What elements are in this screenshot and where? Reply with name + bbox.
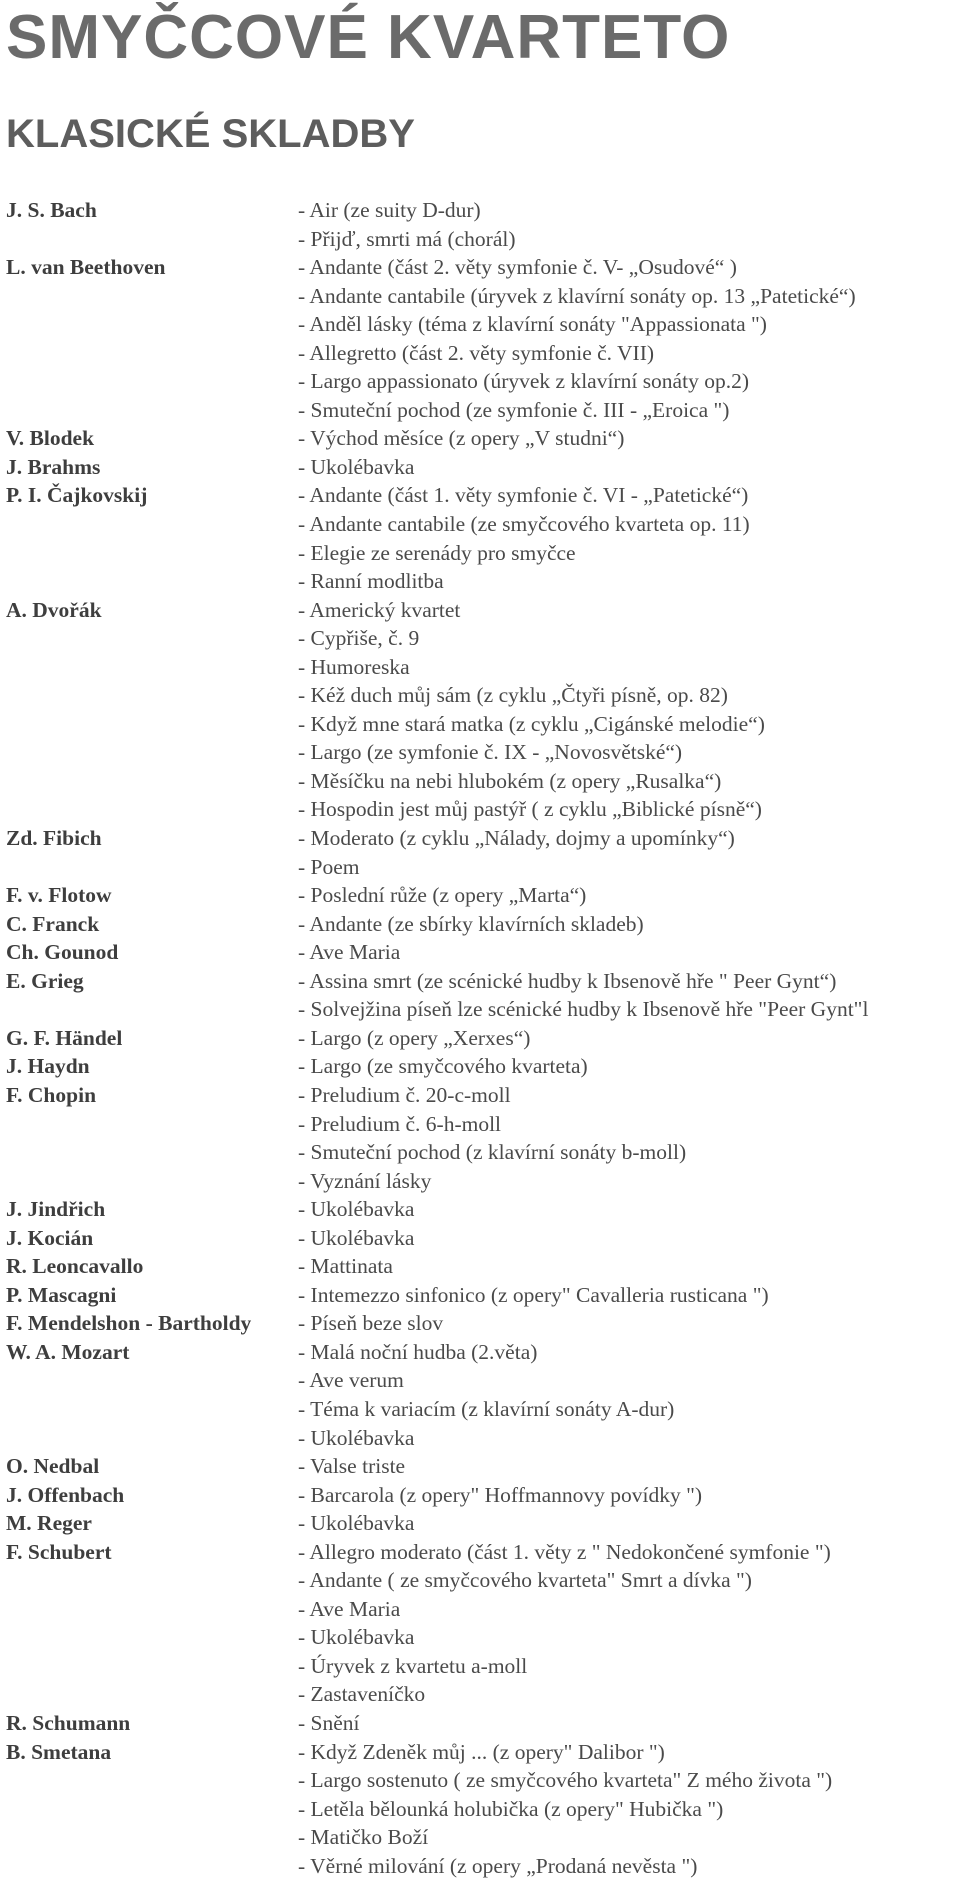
list-item	[6, 1709, 956, 1738]
list-item	[6, 1309, 956, 1338]
piece-title: - Když Zdeněk můj ... (z opery" Dalibor ")	[298, 1739, 665, 1764]
composer-name: O. Nedbal	[6, 1454, 100, 1479]
piece-title: - Andante (ze sbírky klavírních skladeb)	[298, 911, 644, 936]
composer-name: M. Reger	[6, 1511, 92, 1536]
piece-title: - Andante (část 1. věty symfonie č. VI - „Patetické“)	[298, 483, 749, 508]
composer-name: J. Brahms	[6, 454, 101, 479]
piece-title: - Ave Maria	[298, 1596, 401, 1621]
piece-title: - Andante cantabile (ze smyčcového kvarteta op. 11)	[298, 512, 750, 537]
piece-title: - Elegie ze serenády pro smyčce	[298, 540, 576, 565]
piece-title: - Smuteční pochod (z klavírní sonáty b-moll)	[298, 1140, 687, 1165]
piece-title: - Malá noční hudba (2.věta)	[298, 1339, 538, 1364]
list-item	[6, 596, 956, 625]
list-item	[6, 396, 956, 425]
list-item	[6, 1481, 956, 1510]
list-item	[6, 738, 956, 767]
list-item	[6, 938, 956, 967]
piece-title: - Ave verum	[298, 1368, 404, 1393]
piece-title: - Andante ( ze smyčcového kvarteta" Smrt a dívka ")	[298, 1568, 752, 1593]
list-item	[6, 196, 956, 225]
piece-title: - Věrné milování (z opery „Prodaná nevěsta ")	[298, 1853, 698, 1878]
piece-title: - Hospodin jest můj pastýř ( z cyklu „Biblické písně“)	[298, 797, 762, 822]
piece-title: - Preludium č. 6-h-moll	[298, 1111, 502, 1136]
composer-name: R. Leoncavallo	[6, 1254, 144, 1279]
list-item	[6, 1424, 956, 1453]
list-item	[6, 567, 956, 596]
list-item	[6, 1366, 956, 1395]
composer-name: F. v. Flotow	[6, 883, 112, 908]
composer-name: F. Mendelshon - Bartholdy	[6, 1311, 252, 1336]
list-item	[6, 767, 956, 796]
composer-name: C. Franck	[6, 911, 100, 936]
list-item	[6, 967, 956, 996]
composer-name: A. Dvořák	[6, 597, 102, 622]
piece-title: - Snění	[298, 1710, 360, 1735]
piece-title: - Largo (ze symfonie č. IX - „Novosvětské“)	[298, 740, 683, 765]
piece-title: - Americký kvartet	[298, 597, 461, 622]
piece-title: - Solvejžina píseň lze scénické hudby k Ibsenově hře "Peer Gynt"l	[298, 997, 869, 1022]
piece-title: - Ukolébavka	[298, 1625, 415, 1650]
piece-title: - Východ měsíce (z opery „V studni“)	[298, 426, 625, 451]
list-item	[6, 1652, 956, 1681]
list-item	[6, 681, 956, 710]
list-item	[6, 1738, 956, 1767]
list-item	[6, 1195, 956, 1224]
piece-title: - Air (ze suity D-dur)	[298, 198, 481, 222]
list-item	[6, 1081, 956, 1110]
list-item	[6, 881, 956, 910]
composer-name: J. Offenbach	[6, 1482, 125, 1507]
piece-title: - Píseň beze slov	[298, 1311, 444, 1336]
list-item	[6, 424, 956, 453]
composer-name: B. Smetana	[6, 1739, 112, 1764]
piece-title: - Ukolébavka	[298, 1425, 415, 1450]
piece-title: - Téma k variacím (z klavírní sonáty A-dur)	[298, 1396, 675, 1421]
list-item	[6, 1766, 956, 1795]
list-item	[6, 995, 956, 1024]
piece-title: - Cypřiše, č. 9	[298, 626, 420, 651]
list-item	[6, 1024, 956, 1053]
composer-name: J. S. Bach	[6, 198, 97, 222]
piece-title: - Ukolébavka	[298, 1511, 415, 1536]
piece-title: - Largo (ze smyčcového kvarteta)	[298, 1054, 588, 1079]
list-item	[6, 1395, 956, 1424]
piece-title: - Vyznání lásky	[298, 1168, 432, 1193]
list-item	[6, 1795, 956, 1824]
list-item	[6, 539, 956, 568]
piece-title: - Ukolébavka	[298, 1197, 415, 1222]
list-item	[6, 1823, 956, 1852]
piece-title: - Když mne stará matka (z cyklu „Cigánské melodie“)	[298, 711, 765, 736]
piece-title: - Allegretto (část 2. věty symfonie č. VII)	[298, 340, 655, 365]
list-item	[6, 710, 956, 739]
piece-title: - Matičko Boží	[298, 1825, 429, 1850]
composer-name: E. Grieg	[6, 968, 84, 993]
piece-title: - Andante cantabile (úryvek z klavírní sonáty op. 13 „Patetické“)	[298, 283, 856, 308]
piece-title: - Ukolébavka	[298, 1225, 415, 1250]
composer-name: G. F. Händel	[6, 1025, 123, 1050]
composer-name: L. van Beethoven	[6, 255, 166, 280]
composer-name: R. Schumann	[6, 1710, 131, 1735]
piece-title: - Preludium č. 20-c-moll	[298, 1082, 511, 1107]
list-item	[6, 653, 956, 682]
composer-name: F. Chopin	[6, 1082, 97, 1107]
piece-title: - Zastaveníčko	[298, 1682, 426, 1707]
list-item	[6, 510, 956, 539]
piece-title: - Poslední růže (z opery „Marta“)	[298, 883, 587, 908]
composer-name: W. A. Mozart	[6, 1339, 130, 1364]
piece-title: - Kéž duch můj sám (z cyklu „Čtyři písně, op. 82)	[298, 683, 728, 708]
composer-name: F. Schubert	[6, 1539, 112, 1564]
piece-title: - Humoreska	[298, 654, 410, 679]
piece-title: - Assina smrt (ze scénické hudby k Ibsenově hře " Peer Gynt“)	[298, 968, 837, 993]
piece-title: - Largo appassionato (úryvek z klavírní sonáty op.2)	[298, 369, 749, 394]
list-item	[6, 1110, 956, 1139]
list-item	[6, 1566, 956, 1595]
list-item	[6, 1538, 956, 1567]
list-item	[6, 624, 956, 653]
list-item	[6, 1452, 956, 1481]
list-item	[6, 853, 956, 882]
piece-title: - Intemezzo sinfonico (z opery" Cavalleria rusticana ")	[298, 1282, 769, 1307]
list-item	[6, 824, 956, 853]
composer-name: Zd. Fibich	[6, 826, 102, 851]
list-item	[6, 1852, 956, 1881]
piece-title: - Valse triste	[298, 1454, 406, 1479]
list-item	[6, 1595, 956, 1624]
list-item	[6, 225, 956, 254]
composer-name: J. Jindřich	[6, 1197, 106, 1222]
composer-name: Ch. Gounod	[6, 940, 119, 965]
list-item	[6, 453, 956, 482]
piece-title: - Barcarola (z opery" Hoffmannovy povídky ")	[298, 1482, 703, 1507]
list-item	[6, 1224, 956, 1253]
list-item	[6, 795, 956, 824]
piece-title: - Largo (z opery „Xerxes“)	[298, 1025, 531, 1050]
section-title: KLASICKÉ SKLADBY	[6, 112, 415, 156]
piece-title: - Andante (část 2. věty symfonie č. V- „Osudové“ )	[298, 255, 737, 280]
list-item	[6, 1281, 956, 1310]
list-item	[6, 1509, 956, 1538]
piece-title: - Letěla bělounká holubička (z opery" Hubička ")	[298, 1796, 724, 1821]
list-item	[6, 1338, 956, 1367]
composer-name: V. Blodek	[6, 426, 95, 451]
piece-title: - Moderato (z cyklu „Nálady, dojmy a upomínky“)	[298, 826, 735, 851]
repertoire-list	[6, 196, 956, 1880]
list-item	[6, 1623, 956, 1652]
piece-title: - Ave Maria	[298, 940, 401, 965]
list-item	[6, 481, 956, 510]
list-item	[6, 1167, 956, 1196]
list-item	[6, 367, 956, 396]
list-item	[6, 339, 956, 368]
piece-title: - Ranní modlitba	[298, 569, 444, 594]
composer-name: P. Mascagni	[6, 1282, 117, 1307]
piece-title: - Mattinata	[298, 1254, 393, 1279]
piece-title: - Poem	[298, 854, 360, 879]
piece-title: - Allegro moderato (část 1. věty z " Nedokončené symfonie ")	[298, 1539, 831, 1564]
list-item	[6, 310, 956, 339]
composer-name: J. Kocián	[6, 1225, 94, 1250]
piece-title: - Přijď, smrti má (chorál)	[298, 226, 516, 251]
list-item	[6, 910, 956, 939]
composer-name: P. I. Čajkovskij	[6, 483, 148, 508]
list-item	[6, 282, 956, 311]
list-item	[6, 1052, 956, 1081]
piece-title: - Ukolébavka	[298, 454, 415, 479]
list-item	[6, 1252, 956, 1281]
list-item	[6, 253, 956, 282]
piece-title: - Anděl lásky (téma z klavírní sonáty "Appassionata ")	[298, 312, 767, 337]
piece-title: - Smuteční pochod (ze symfonie č. III - „Eroica ")	[298, 397, 730, 422]
piece-title: - Largo sostenuto ( ze smyčcového kvarteta" Z mého života ")	[298, 1768, 833, 1793]
piece-title: - Úryvek z kvartetu a-moll	[298, 1653, 528, 1678]
piece-title: - Měsíčku na nebi hlubokém (z opery „Rusalka“)	[298, 768, 722, 793]
list-item	[6, 1680, 956, 1709]
page-title: SMYČCOVÉ KVARTETO	[6, 3, 731, 72]
list-item	[6, 1138, 956, 1167]
composer-name: J. Haydn	[6, 1054, 90, 1079]
